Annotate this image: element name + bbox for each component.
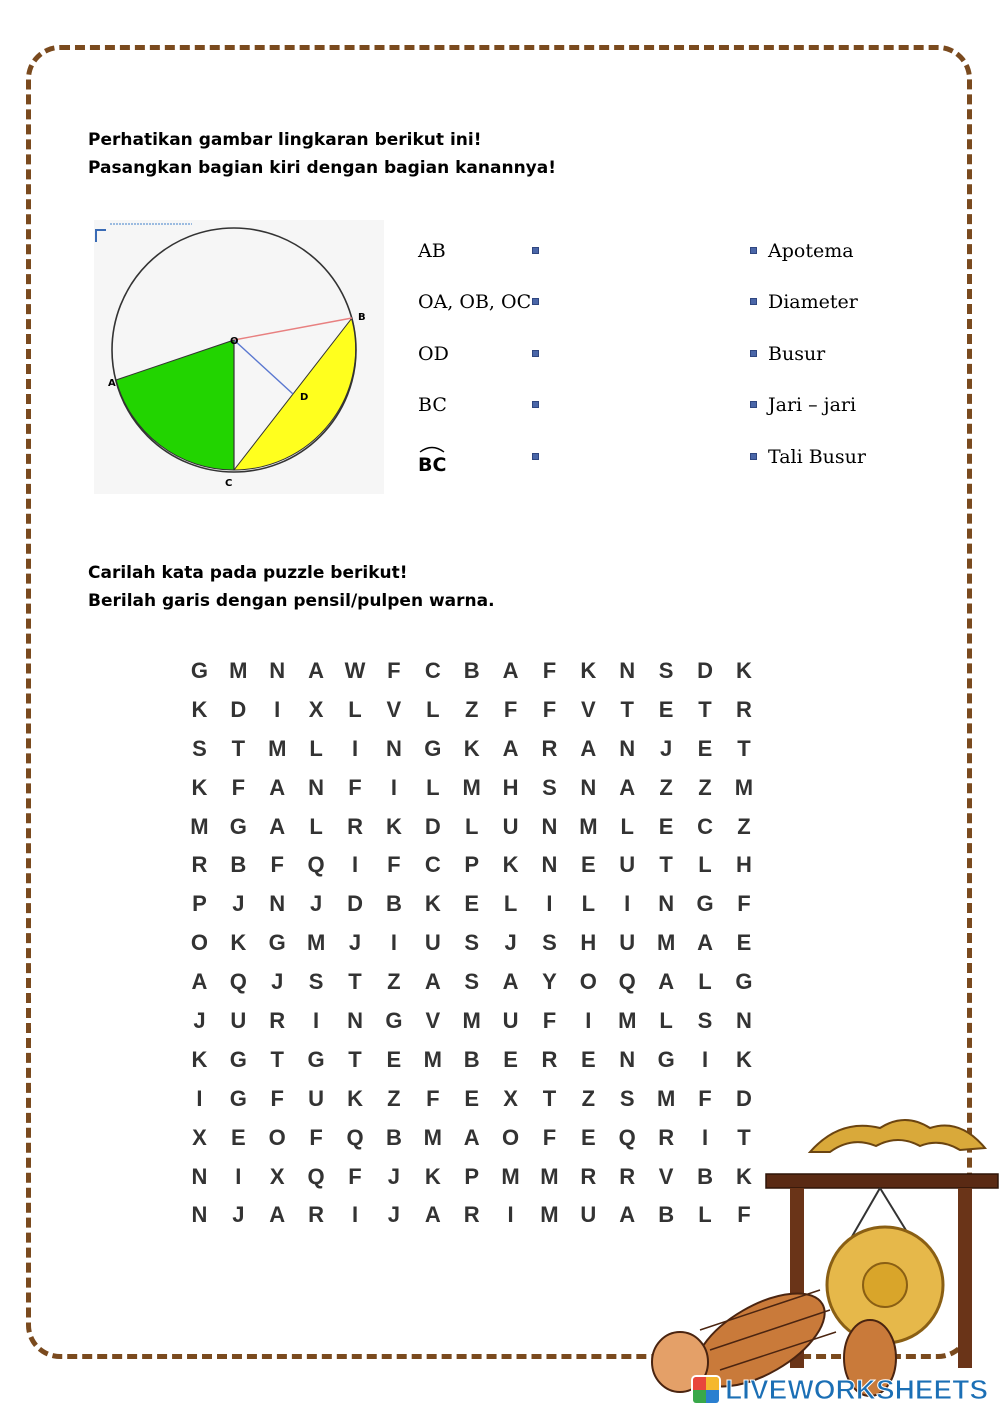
puzzle-letter[interactable]: E	[697, 735, 713, 761]
radius-ob	[234, 318, 352, 340]
puzzle-letter[interactable]: O	[579, 969, 597, 995]
matching-instructions	[88, 126, 556, 182]
puzzle-letter[interactable]: M	[190, 813, 209, 839]
puzzle-letter[interactable]: I	[390, 774, 397, 800]
puzzle-letter[interactable]: F	[542, 696, 557, 722]
right-item: Diameter	[768, 291, 858, 313]
puzzle-letter[interactable]: A	[502, 969, 519, 995]
puzzle-letter[interactable]: F	[309, 1124, 323, 1150]
puzzle-letter[interactable]: L	[464, 813, 479, 839]
puzzle-letter[interactable]: U	[619, 852, 636, 878]
puzzle-letter[interactable]: A	[269, 813, 286, 839]
puzzle-letter[interactable]: V	[658, 1163, 674, 1189]
puzzle-letter[interactable]: P	[464, 1163, 480, 1189]
puzzle-letter[interactable]: A	[424, 969, 441, 995]
puzzle-letter[interactable]: I	[351, 852, 359, 878]
puzzle-letter[interactable]: S	[542, 774, 557, 800]
puzzle-letter[interactable]: B	[463, 658, 480, 683]
puzzle-letter[interactable]: J	[504, 930, 517, 956]
puzzle-letter[interactable]: T	[542, 1085, 557, 1111]
puzzle-letter[interactable]: N	[619, 1046, 636, 1072]
puzzle-letter[interactable]: M	[462, 774, 481, 800]
right-item: Busur	[768, 343, 826, 365]
liveworksheets-logo	[691, 1370, 988, 1410]
left-label: AB	[418, 240, 446, 262]
puzzle-letter[interactable]: U	[580, 1202, 597, 1228]
puzzle-letter[interactable]: D	[347, 891, 363, 917]
puzzle-letter[interactable]: A	[424, 1202, 441, 1228]
puzzle-letter[interactable]: M	[268, 735, 287, 761]
puzzle-letter[interactable]: A	[658, 969, 675, 995]
puzzle-letter[interactable]: L	[309, 813, 323, 839]
puzzle-letter[interactable]: K	[424, 1163, 441, 1189]
puzzle-letter[interactable]: T	[348, 969, 362, 995]
puzzle-letter[interactable]: J	[309, 891, 323, 917]
puzzle-letter[interactable]: Z	[698, 774, 712, 800]
puzzle-letter[interactable]: R	[658, 1124, 675, 1150]
match-dot-right-4[interactable]	[750, 401, 757, 408]
puzzle-letter[interactable]: E	[581, 1124, 596, 1150]
puzzle-letter[interactable]: Q	[307, 1163, 325, 1189]
puzzle-letter[interactable]: L	[503, 891, 518, 917]
puzzle-letter[interactable]: H	[580, 930, 597, 956]
puzzle-letter[interactable]: E	[464, 891, 480, 917]
puzzle-letter[interactable]: I	[390, 930, 397, 956]
puzzle-letter[interactable]: A	[308, 658, 325, 683]
corner-mark	[96, 230, 106, 242]
puzzle-letter[interactable]: I	[585, 1008, 592, 1034]
puzzle-letter[interactable]: F	[231, 774, 246, 800]
puzzle-letter[interactable]: D	[735, 1085, 752, 1111]
puzzle-letter[interactable]: K	[735, 658, 752, 683]
right-item: Apotema	[768, 240, 854, 262]
puzzle-letter[interactable]: M	[618, 1008, 637, 1034]
puzzle-letter[interactable]: N	[580, 774, 597, 800]
puzzle-letter[interactable]: J	[348, 930, 362, 956]
puzzle-letter[interactable]: E	[658, 813, 674, 839]
puzzle-letter[interactable]: D	[230, 696, 247, 722]
instruction-line-2: Pasangkan bagian kiri dengan bagian kanannya!	[88, 158, 556, 178]
puzzle-letter[interactable]: O	[190, 930, 208, 956]
puzzle-letter[interactable]: X	[269, 1163, 285, 1189]
puzzle-letter[interactable]: A	[191, 969, 208, 995]
puzzle-letter[interactable]: K	[385, 813, 402, 839]
puzzle-letter[interactable]: N	[308, 774, 325, 800]
puzzle-letter[interactable]: J	[193, 1008, 206, 1034]
puzzle-letter[interactable]: M	[423, 1124, 442, 1150]
circle-diagram	[94, 220, 384, 494]
puzzle-letter[interactable]: R	[308, 1202, 325, 1228]
puzzle-letter[interactable]: J	[387, 1163, 401, 1189]
gamelan-illustration	[640, 1110, 1000, 1410]
puzzle-letter[interactable]: N	[619, 735, 636, 761]
puzzle-letter[interactable]: B	[658, 1202, 675, 1228]
puzzle-letter[interactable]: R	[347, 813, 363, 839]
match-dot-left-3[interactable]	[532, 350, 539, 357]
puzzle-letter[interactable]: K	[191, 696, 208, 722]
right-item: Tali Busur	[768, 446, 866, 468]
puzzle-letter[interactable]: E	[736, 930, 752, 956]
puzzle-letter[interactable]: N	[658, 891, 675, 917]
label-b: B	[358, 312, 366, 323]
puzzle-letter[interactable]: B	[697, 1163, 713, 1189]
puzzle-letter[interactable]: N	[191, 1202, 208, 1228]
label-d: D	[300, 392, 309, 403]
puzzle-letter[interactable]: I	[313, 1008, 320, 1034]
puzzle-letter[interactable]: L	[581, 891, 596, 917]
yellow-segment	[234, 318, 356, 470]
puzzle-letter[interactable]: S	[464, 969, 480, 995]
puzzle-letter[interactable]: T	[698, 696, 712, 722]
left-label: OA, OB, OC	[418, 291, 532, 313]
puzzle-letter[interactable]: Q	[618, 1124, 636, 1150]
instruction-line-2: Berilah garis dengan pensil/pulpen warna.	[88, 591, 495, 611]
puzzle-letter[interactable]: X	[192, 1124, 207, 1150]
puzzle-letter[interactable]: F	[348, 774, 362, 800]
puzzle-letter[interactable]: O	[268, 1124, 286, 1150]
puzzle-letter[interactable]: Z	[387, 1085, 401, 1111]
match-dot-left-5[interactable]	[532, 453, 539, 460]
puzzle-letter[interactable]: B	[230, 852, 247, 878]
puzzle-letter[interactable]: A	[269, 774, 286, 800]
puzzle-letter[interactable]: I	[507, 1202, 514, 1228]
puzzle-letter[interactable]: F	[387, 658, 401, 683]
label-c: C	[225, 478, 233, 489]
match-dot-right-3[interactable]	[750, 350, 757, 357]
puzzle-letter[interactable]: F	[737, 891, 751, 917]
puzzle-letter[interactable]: N	[385, 735, 402, 761]
puzzle-letter[interactable]: S	[619, 1085, 635, 1111]
puzzle-letter[interactable]: F	[542, 1008, 557, 1034]
puzzle-letter[interactable]: M	[656, 1085, 676, 1111]
puzzle-letter[interactable]: F	[542, 658, 557, 683]
puzzle-letter[interactable]: N	[191, 1163, 208, 1189]
puzzle-letter[interactable]: D	[424, 813, 441, 839]
puzzle-letter[interactable]: S	[658, 658, 674, 683]
puzzle-letter[interactable]: L	[426, 774, 440, 800]
puzzle-letter[interactable]: A	[619, 1202, 636, 1228]
match-dot-left-4[interactable]	[532, 401, 539, 408]
puzzle-letter[interactable]: T	[737, 735, 751, 761]
puzzle-letter[interactable]: S	[192, 735, 207, 761]
puzzle-letter[interactable]: N	[269, 891, 286, 917]
puzzle-letter[interactable]: K	[191, 1046, 208, 1072]
puzzle-letter[interactable]: Z	[659, 774, 673, 800]
instruction-line-1: Carilah kata pada puzzle berikut!	[88, 563, 408, 583]
puzzle-letter[interactable]: A	[269, 1202, 286, 1228]
puzzle-letter[interactable]: L	[698, 1202, 712, 1228]
puzzle-letter[interactable]: L	[698, 852, 712, 878]
match-dot-left-2[interactable]	[532, 298, 539, 305]
puzzle-letter[interactable]: L	[698, 969, 712, 995]
puzzle-letter[interactable]: F	[503, 696, 518, 722]
puzzle-letter[interactable]: A	[463, 1124, 480, 1150]
puzzle-letter[interactable]: M	[462, 1008, 481, 1034]
matching-right-column	[748, 236, 948, 486]
puzzle-letter[interactable]: A	[502, 735, 519, 761]
puzzle-letter[interactable]: K	[347, 1085, 363, 1111]
label-o: O	[230, 336, 239, 347]
puzzle-letter[interactable]: J	[232, 891, 245, 917]
puzzle-letter[interactable]: U	[619, 930, 636, 956]
liveworksheets-text: LIVEWORKSHEETS	[725, 1374, 988, 1405]
puzzle-letter[interactable]: N	[619, 658, 636, 683]
puzzle-letter[interactable]: U	[230, 1008, 247, 1034]
puzzle-letter[interactable]: T	[231, 735, 246, 761]
left-item-arc-bc	[418, 450, 446, 480]
liveworksheets-badge-icon	[691, 1375, 721, 1405]
puzzle-letter[interactable]: F	[698, 1085, 712, 1111]
puzzle-letter[interactable]: Z	[387, 969, 401, 995]
puzzle-letter[interactable]: N	[347, 1008, 363, 1034]
puzzle-letter[interactable]: I	[701, 1046, 709, 1072]
puzzle-letter[interactable]: G	[268, 930, 286, 956]
puzzle-letter[interactable]: I	[351, 1202, 359, 1228]
puzzle-letter[interactable]: F	[270, 1085, 284, 1111]
puzzle-letter[interactable]: G	[424, 735, 442, 761]
puzzle-letter[interactable]: N	[269, 658, 286, 683]
puzzle-letter[interactable]: B	[385, 1124, 402, 1150]
puzzle-letter[interactable]: L	[426, 696, 440, 722]
puzzle-letter[interactable]: Z	[464, 696, 479, 722]
puzzle-letter[interactable]: N	[541, 813, 558, 839]
puzzle-letter[interactable]: R	[619, 1163, 636, 1189]
match-dot-left-1[interactable]	[532, 247, 539, 254]
puzzle-letter[interactable]: R	[541, 735, 558, 761]
puzzle-letter[interactable]: L	[348, 696, 362, 722]
puzzle-letter[interactable]: K	[463, 735, 480, 761]
puzzle-letter[interactable]: Z	[581, 1085, 596, 1111]
puzzle-letter[interactable]: Y	[542, 969, 557, 995]
circle-figure	[94, 220, 384, 494]
puzzle-letter[interactable]: G	[190, 658, 208, 683]
puzzle-letter[interactable]: F	[348, 1163, 362, 1189]
puzzle-letter[interactable]: G	[657, 1046, 675, 1072]
puzzle-letter[interactable]: A	[502, 658, 519, 683]
puzzle-letter[interactable]: F	[387, 852, 401, 878]
puzzle-letter[interactable]: F	[426, 1085, 440, 1111]
puzzle-letter[interactable]: Z	[737, 813, 751, 839]
puzzle-letter[interactable]: T	[620, 696, 634, 722]
puzzle-letter[interactable]: E	[581, 852, 596, 878]
puzzle-letter[interactable]: J	[660, 735, 673, 761]
puzzle-letter[interactable]: U	[502, 1008, 519, 1034]
puzzle-letter[interactable]: M	[734, 774, 754, 800]
puzzle-letter[interactable]: C	[424, 658, 441, 683]
puzzle-letter[interactable]: N	[541, 852, 558, 878]
puzzle-letter[interactable]: R	[269, 1008, 286, 1034]
match-dot-right-5[interactable]	[750, 453, 757, 460]
puzzle-letter[interactable]: M	[579, 813, 598, 839]
puzzle-letter[interactable]: E	[386, 1046, 402, 1072]
puzzle-letter[interactable]: J	[232, 1202, 245, 1228]
puzzle-letter[interactable]: I	[196, 1085, 203, 1111]
puzzle-letter[interactable]: M	[540, 1202, 559, 1228]
puzzle-letter[interactable]: M	[540, 1163, 559, 1189]
puzzle-letter[interactable]: G	[229, 813, 247, 839]
puzzle-letter[interactable]: E	[581, 1046, 596, 1072]
puzzle-instructions	[88, 559, 495, 615]
puzzle-letter[interactable]: I	[235, 1163, 242, 1189]
puzzle-letter[interactable]: A	[580, 735, 597, 761]
arc-bc-text: BC	[418, 454, 447, 476]
puzzle-letter[interactable]: K	[735, 1163, 752, 1189]
puzzle-letter[interactable]: M	[229, 658, 248, 683]
puzzle-letter[interactable]: S	[308, 969, 324, 995]
puzzle-letter[interactable]: V	[581, 696, 596, 722]
puzzle-letter[interactable]: I	[624, 891, 631, 917]
puzzle-letter[interactable]: G	[229, 1046, 247, 1072]
right-item: Jari – jari	[768, 394, 857, 416]
puzzle-letter[interactable]: I	[546, 891, 553, 917]
puzzle-letter[interactable]: Q	[229, 969, 247, 995]
puzzle-letter[interactable]: E	[503, 1046, 518, 1072]
puzzle-letter[interactable]: G	[696, 891, 714, 917]
puzzle-letter[interactable]: R	[580, 1163, 597, 1189]
puzzle-letter[interactable]: M	[423, 1046, 442, 1072]
puzzle-letter[interactable]: X	[308, 696, 324, 722]
puzzle-letter[interactable]: B	[385, 891, 402, 917]
left-label: BC	[418, 394, 447, 416]
puzzle-letter[interactable]: V	[386, 696, 402, 722]
puzzle-letter[interactable]: V	[425, 1008, 441, 1034]
puzzle-letter[interactable]: A	[697, 930, 713, 956]
puzzle-letter[interactable]: P	[192, 891, 207, 917]
puzzle-letter[interactable]: E	[230, 1124, 246, 1150]
instruction-line-1: Perhatikan gambar lingkaran berikut ini!	[88, 130, 482, 150]
puzzle-letter[interactable]: H	[502, 774, 519, 800]
puzzle-letter[interactable]: T	[659, 852, 673, 878]
puzzle-letter[interactable]: I	[274, 696, 281, 722]
puzzle-letter[interactable]: J	[387, 1202, 401, 1228]
puzzle-letter[interactable]: S	[542, 930, 557, 956]
green-sector	[116, 340, 234, 470]
puzzle-letter[interactable]: X	[503, 1085, 518, 1111]
puzzle-letter[interactable]: R	[541, 1046, 558, 1072]
puzzle-letter[interactable]: T	[737, 1124, 751, 1150]
puzzle-letter[interactable]: K	[580, 658, 597, 683]
puzzle-letter[interactable]: U	[308, 1085, 325, 1111]
matching-left-column	[418, 236, 558, 486]
puzzle-letter[interactable]: D	[697, 658, 713, 683]
puzzle-letter[interactable]: K	[735, 1046, 752, 1072]
puzzle-letter[interactable]: K	[191, 774, 208, 800]
puzzle-letter[interactable]: T	[270, 1046, 284, 1072]
puzzle-letter[interactable]: P	[464, 852, 480, 878]
puzzle-letter[interactable]: L	[659, 1008, 673, 1034]
puzzle-letter[interactable]: E	[658, 696, 674, 722]
match-dot-right-2[interactable]	[750, 298, 757, 305]
puzzle-letter[interactable]: L	[309, 735, 323, 761]
puzzle-letter[interactable]: A	[619, 774, 636, 800]
puzzle-letter[interactable]: F	[737, 1202, 751, 1228]
left-label: OD	[418, 343, 449, 365]
puzzle-letter[interactable]: C	[697, 813, 713, 839]
puzzle-letter[interactable]: O	[502, 1124, 520, 1150]
apothem-od	[234, 340, 293, 394]
puzzle-letter[interactable]: G	[735, 969, 753, 995]
puzzle-letter[interactable]: B	[463, 1046, 480, 1072]
label-a: A	[108, 378, 116, 389]
puzzle-letter[interactable]: H	[735, 852, 752, 878]
puzzle-letter[interactable]: F	[542, 1124, 557, 1150]
puzzle-letter[interactable]: U	[502, 813, 519, 839]
puzzle-letter[interactable]: R	[463, 1202, 480, 1228]
puzzle-letter[interactable]: G	[307, 1046, 325, 1072]
puzzle-letter[interactable]: Q	[346, 1124, 364, 1150]
puzzle-letter[interactable]: S	[464, 930, 480, 956]
puzzle-letter[interactable]: C	[424, 852, 441, 878]
puzzle-letter[interactable]: Q	[307, 852, 325, 878]
puzzle-letter[interactable]: N	[735, 1008, 752, 1034]
puzzle-letter[interactable]: M	[656, 930, 676, 956]
puzzle-letter[interactable]: K	[502, 852, 519, 878]
puzzle-letter[interactable]: M	[306, 930, 326, 956]
puzzle-letter[interactable]: S	[697, 1008, 713, 1034]
puzzle-letter[interactable]: F	[270, 852, 284, 878]
puzzle-letter[interactable]: K	[230, 930, 247, 956]
puzzle-letter[interactable]: I	[351, 735, 359, 761]
puzzle-letter[interactable]: J	[271, 969, 284, 995]
puzzle-letter[interactable]: W	[344, 658, 366, 683]
puzzle-letter[interactable]: Q	[618, 969, 636, 995]
puzzle-letter[interactable]: G	[385, 1008, 403, 1034]
puzzle-letter[interactable]: M	[501, 1163, 520, 1189]
match-dot-right-1[interactable]	[750, 247, 757, 254]
puzzle-letter[interactable]: G	[229, 1085, 247, 1111]
puzzle-letter[interactable]: I	[701, 1124, 709, 1150]
puzzle-letter[interactable]: L	[620, 813, 634, 839]
puzzle-letter[interactable]: R	[735, 696, 752, 722]
puzzle-letter[interactable]: K	[424, 891, 441, 917]
puzzle-letter[interactable]: U	[424, 930, 441, 956]
puzzle-letter[interactable]: E	[464, 1085, 480, 1111]
puzzle-letter[interactable]: R	[191, 852, 208, 878]
arc-symbol-icon	[418, 445, 446, 453]
puzzle-letter[interactable]: T	[348, 1046, 362, 1072]
arc-bc-label	[418, 450, 446, 480]
